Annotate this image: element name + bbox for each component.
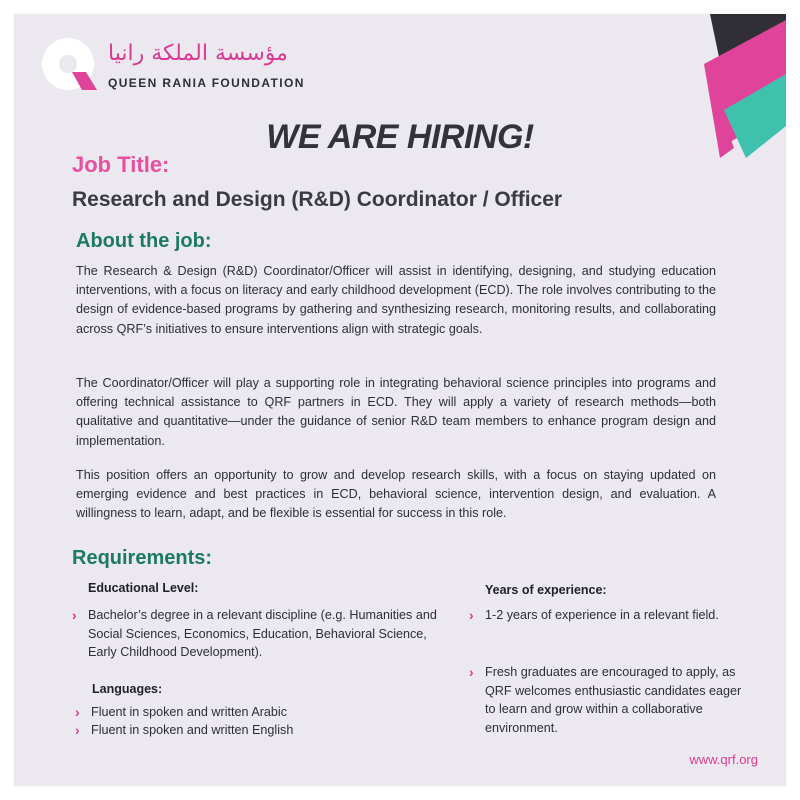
language-item-text: Fluent in spoken and written English: [91, 723, 294, 737]
education-item-text: Bachelor’s degree in a relevant discipline (e.g. Humanities and Social Sciences, Economics, Education, Behavioral Science, Early Childhood Development).: [88, 608, 437, 660]
chevron-right-icon: ›: [72, 607, 77, 623]
list-item: [469, 606, 745, 625]
about-section-title: About the job:: [76, 230, 212, 252]
education-heading: Educational Level:: [88, 581, 199, 595]
hiring-headline: WE ARE HIRING!: [266, 118, 534, 156]
logo-english-name: QUEEN RANIA FOUNDATION: [108, 76, 305, 90]
qrf-logo-mark-icon: [42, 38, 98, 94]
qrf-logo: [42, 38, 312, 108]
logo-arabic-name: مؤسسة الملكة رانيا: [108, 41, 288, 66]
job-title-label: Job Title:: [72, 152, 170, 177]
chevron-right-icon: ›: [75, 722, 80, 738]
website-link[interactable]: www.qrf.org: [689, 752, 758, 767]
list-item: [469, 663, 745, 737]
about-paragraph-1: The Research & Design (R&D) Coordinator/Officer will assist in identifying, designing, and studying education interventions, with a focus on literacy and early childhood development (ECD). The role involves contributing to the design of evidence-based programs by gathering and synthesizing research, monitoring results, and collaborating across QRF’s initiatives to ensure interventions align with strategic goals.: [76, 264, 716, 336]
job-title: Research and Design (R&D) Coordinator / Officer: [72, 188, 563, 211]
experience-item-text: 1-2 years of experience in a relevant field.: [485, 608, 719, 622]
about-paragraph-3: This position offers an opportunity to grow and develop research skills, with a focus on staying updated on emerging evidence and best practices in ECD, behavioral science, intervention design, and evaluation. A willingness to learn, adapt, and be flexible is essential for success in this role.: [76, 468, 716, 521]
list-item: [75, 721, 391, 740]
about-paragraph-2: The Coordinator/Officer will play a supporting role in integrating behavioral science principles into programs and offering technical assistance to QRF partners in ECD. They will apply a variety of research methods—both qualitative and quantitative—under the guidance of senior R&D team members to enhance program design and implementation.: [76, 376, 716, 448]
languages-heading: Languages:: [92, 682, 163, 696]
chevron-right-icon: ›: [75, 704, 80, 720]
list-item: [72, 606, 448, 662]
job-poster: [14, 14, 786, 786]
chevron-right-icon: ›: [469, 664, 474, 680]
experience-heading: Years of experience:: [485, 583, 607, 597]
language-item-text: Fluent in spoken and written Arabic: [91, 705, 288, 719]
experience-item-text: Fresh graduates are encouraged to apply, as QRF welcomes enthusiastic candidates eager to learn and grow within a collaborative environment.: [485, 665, 742, 735]
chevron-right-icon: ›: [469, 607, 474, 623]
requirements-section-title: Requirements:: [72, 547, 213, 569]
list-item: [75, 703, 391, 722]
